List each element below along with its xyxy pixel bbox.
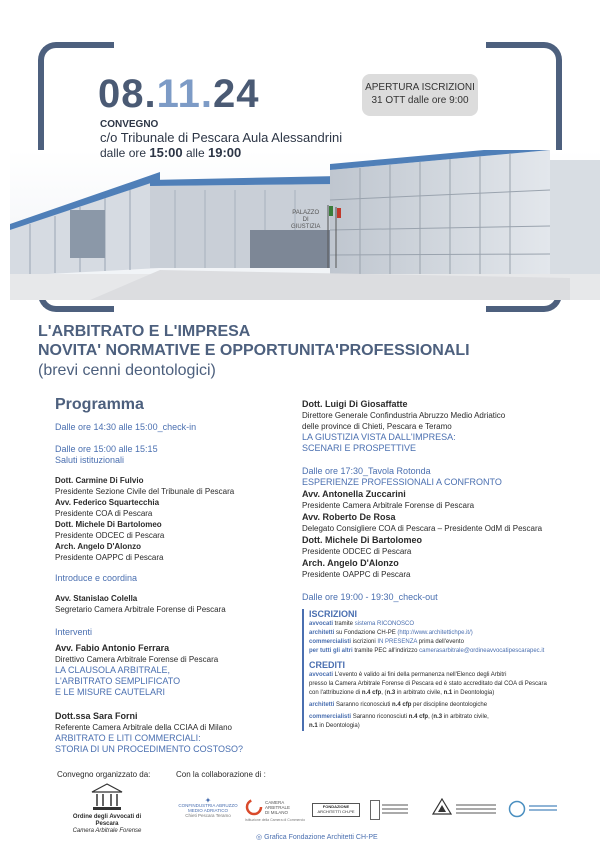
speaker-name: Dott. Luigi Di Giosaffatte bbox=[302, 399, 408, 409]
organizer-subname: Camera Arbitrale Forense bbox=[72, 828, 142, 834]
odcec-logo-icon bbox=[370, 800, 380, 820]
logo-line: FONDAZIONE bbox=[322, 804, 350, 809]
left-column bbox=[55, 422, 295, 755]
building-sign-line: PALAZZO bbox=[292, 210, 320, 216]
logo-line: Chieti Pescara Teramo bbox=[185, 813, 231, 818]
speaker-name: Avv. Roberto De Rosa bbox=[302, 512, 396, 522]
talk-title: STORIA DI UN PROCEDIMENTO COSTOSO? bbox=[55, 744, 244, 754]
building-sign-line: GIUSTIZIA bbox=[291, 224, 321, 230]
logo-line: DI MILANO bbox=[265, 810, 289, 815]
talk-title: ARBITRATO E LITI COMMERCIALI: bbox=[55, 733, 201, 743]
speaker-role: Direttivo Camera Arbitrale Forense di Pescara bbox=[55, 655, 219, 664]
event-hours bbox=[100, 145, 241, 160]
cr-value: n.4 cfp bbox=[392, 702, 412, 708]
iscrizioni-row bbox=[309, 638, 592, 647]
speaker-role: Presidente OAPPC di Pescara bbox=[302, 570, 411, 579]
title-line-2: NOVITA' NORMATIVE E OPPORTUNITA'PROFESSIONALI bbox=[38, 342, 470, 359]
cr-value: n.3 bbox=[433, 714, 443, 720]
speaker-role: delle province di Chieti, Pescara e Teramo bbox=[302, 422, 452, 431]
cam-logo-text bbox=[265, 800, 290, 815]
saluti-time: Dalle ore 15:00 alle 15:15 bbox=[55, 444, 158, 454]
speaker-name: Dott. Michele Di Bartolomeo bbox=[55, 520, 162, 529]
logo-line: ARCHITETTI CH-PE bbox=[317, 809, 355, 814]
speaker-name: Avv. Stanislao Colella bbox=[55, 594, 138, 603]
cr-text: in arbitrato civile, bbox=[395, 690, 444, 696]
iscrizioni-box bbox=[302, 609, 592, 731]
isc-link[interactable]: (http://www.architettichpe.it/) bbox=[397, 630, 473, 636]
title-line-1: L'ARBITRATO E L'IMPRESA bbox=[38, 323, 251, 340]
camera-arbitrale-milano-logo bbox=[245, 798, 305, 822]
crediti-row: presso la Camera Arbitrale Forense di Pescara ed è stato accreditato dal COA di Pescara bbox=[309, 681, 547, 687]
iscrizioni-row bbox=[309, 620, 592, 629]
iscrizioni-row bbox=[309, 647, 592, 656]
eagle-icon: ✦ bbox=[204, 796, 212, 805]
isc-link[interactable]: sistema RICONOSCO bbox=[354, 621, 415, 627]
isc-text: prima dell'evento bbox=[417, 639, 464, 645]
cr-text: Saranno riconosciuti bbox=[351, 714, 409, 720]
speaker-name: Arch. Angelo D'Alonzo bbox=[302, 558, 399, 568]
footer-text: Grafica Fondazione Architetti CH-PE bbox=[264, 834, 378, 841]
logo-line: MEDIO ADRIATICO bbox=[188, 808, 228, 813]
speaker-name: Avv. Antonella Zuccarini bbox=[302, 489, 406, 499]
iscrizioni-title: ISCRIZIONI bbox=[309, 609, 358, 619]
isc-email-link[interactable]: camerasarbitrale@ordineavvocatipescarapec.it bbox=[419, 648, 545, 654]
crediti-row bbox=[309, 671, 592, 680]
isc-target: commercialisti bbox=[309, 639, 352, 645]
cr-text: in arbitrato civile, bbox=[442, 714, 489, 720]
copyright-icon: ◎ bbox=[256, 834, 265, 841]
isc-text: iscrizioni bbox=[351, 639, 378, 645]
logo-line: CONFINDUSTRIA ABRUZZO bbox=[178, 803, 238, 808]
oappc-logo-text bbox=[456, 804, 496, 806]
title-subtitle: (brevi cenni deontologici) bbox=[38, 362, 216, 379]
cr-target: architetti bbox=[309, 702, 335, 708]
cr-value: n.3 bbox=[386, 690, 396, 696]
footer-credit bbox=[256, 833, 378, 841]
building-sign-line: DI bbox=[302, 217, 309, 223]
cr-value: n.4 cfp bbox=[408, 714, 429, 720]
crediti-row bbox=[309, 713, 592, 722]
hours-end: 19:00 bbox=[208, 145, 242, 160]
event-venue: c/o Tribunale di Pescara Aula Alessandrini bbox=[100, 130, 343, 145]
speaker-name: Dott.ssa Sara Forni bbox=[55, 711, 138, 721]
saluti-label: Saluti istituzionali bbox=[55, 455, 125, 465]
speaker-role: Referente Camera Arbitrale della CCIAA di Milano bbox=[55, 723, 232, 732]
tavola-title: ESPERIENZE PROFESSIONALI A CONFRONTO bbox=[302, 477, 502, 487]
crediti-row bbox=[309, 689, 592, 698]
cr-text: , ( bbox=[428, 714, 434, 720]
isc-text: tramite PEC all'indirizzo bbox=[352, 648, 420, 654]
checkin-time: Dalle ore 14:30 alle 15:00_check-in bbox=[55, 422, 197, 432]
cr-text: con l'attribuzione di bbox=[309, 690, 362, 696]
talk-title: E LE MISURE CAUTELARI bbox=[55, 687, 166, 697]
building-sign bbox=[291, 210, 320, 231]
crediti-title: CREDITI bbox=[309, 660, 345, 670]
organizer-name: Ordine degli Avvocati di Pescara bbox=[72, 814, 142, 827]
circle-logo-icon bbox=[508, 800, 526, 818]
checkout-time: Dalle ore 19:00 - 19:30_check-out bbox=[302, 592, 438, 602]
organizer-label: Convegno organizzato da: bbox=[57, 770, 151, 779]
circle-logo-text bbox=[529, 805, 557, 807]
triangle-logo-icon bbox=[432, 798, 452, 816]
hours-label: dalle ore bbox=[100, 146, 147, 160]
confindustria-logo bbox=[176, 798, 240, 818]
cr-text: , ( bbox=[381, 690, 387, 696]
registration-badge bbox=[362, 74, 478, 116]
speaker-role: Presidente ODCEC di Pescara bbox=[302, 547, 412, 556]
speaker-role: Presidente Sezione Civile del Tribunale di Pescara bbox=[55, 487, 235, 496]
hours-start: 15:00 bbox=[149, 145, 183, 160]
badge-line: APERTURA ISCRIZIONI bbox=[365, 82, 475, 93]
programma-heading: Programma bbox=[55, 396, 144, 413]
isc-text: su Fondazione CH-PE bbox=[334, 630, 398, 636]
logo-line: ARBITRALE bbox=[265, 805, 291, 810]
event-date bbox=[98, 72, 260, 117]
right-column bbox=[302, 398, 592, 731]
talk-title: L'ARBITRATO SEMPLIFICATO bbox=[55, 676, 181, 686]
interventi-label: Interventi bbox=[55, 627, 93, 637]
cr-text: Saranno riconosciuti bbox=[334, 702, 393, 708]
speaker-name: Avv. Fabio Antonio Ferrara bbox=[55, 643, 170, 653]
cr-value: n.1 bbox=[443, 690, 453, 696]
logo-line: CAMERA bbox=[265, 800, 285, 805]
speaker-name: Avv. Federico Squartecchia bbox=[55, 498, 160, 507]
crediti-row bbox=[309, 701, 592, 710]
date-year: 24 bbox=[213, 72, 260, 116]
cam-logo-icon bbox=[245, 798, 263, 816]
speaker-role: Segretario Camera Arbitrale Forense di Pescara bbox=[55, 605, 226, 614]
cr-text: per discipline deontologiche bbox=[411, 702, 488, 708]
event-type: CONVEGNO bbox=[100, 119, 159, 130]
date-day: 08. bbox=[98, 72, 157, 116]
courthouse-logo-icon bbox=[90, 782, 124, 812]
speaker-role: Presidente COA di Pescara bbox=[55, 509, 153, 518]
isc-target: avvocati bbox=[309, 621, 334, 627]
hours-label: alle bbox=[185, 146, 205, 160]
iscrizioni-row bbox=[309, 629, 592, 638]
cr-text: L'evento è valido ai fini della permanenza nell'Elenco degli Arbitri bbox=[333, 672, 507, 678]
speaker-name: Dott. Michele Di Bartolomeo bbox=[302, 535, 423, 545]
speaker-role: Presidente OAPPC di Pescara bbox=[55, 553, 164, 562]
talk-title: LA GIUSTIZIA VISTA DALL'IMPRESA: bbox=[302, 432, 456, 442]
date-month: 11. bbox=[156, 72, 214, 116]
speaker-role: Presidente Camera Arbitrale Forense di Pescara bbox=[302, 501, 475, 510]
speaker-role: Delegato Consigliere COA di Pescara – Presidente OdM di Pescara bbox=[302, 524, 543, 533]
speaker-role: Presidente ODCEC di Pescara bbox=[55, 531, 165, 540]
speaker-role: Direttore Generale Confindustria Abruzzo Medio Adriatico bbox=[302, 411, 506, 420]
cr-target: commercialisti bbox=[309, 714, 352, 720]
talk-title: LA CLAUSOLA ARBITRALE, bbox=[55, 665, 171, 675]
cr-text: in Deontologia) bbox=[317, 723, 360, 729]
logo-line: Istituzione della Camera di Commercio bbox=[245, 818, 306, 822]
fondazione-logo bbox=[312, 803, 360, 817]
introduce-label: Introduce e coordina bbox=[55, 573, 138, 583]
organizer-logo-text bbox=[62, 814, 152, 835]
badge-line: 31 OTT dalle ore 9:00 bbox=[371, 95, 469, 106]
cr-value: n.4 cfp bbox=[361, 690, 382, 696]
crediti-row bbox=[309, 722, 592, 731]
isc-emphasis: IN PRESENZA bbox=[377, 639, 418, 645]
speaker-name: Arch. Angelo D'Alonzo bbox=[55, 542, 142, 551]
tavola-time: Dalle ore 17:30_Tavola Rotonda bbox=[302, 466, 431, 476]
cr-value: n.1 bbox=[309, 723, 318, 729]
cr-target: avvocati bbox=[309, 672, 334, 678]
isc-target: architetti bbox=[309, 630, 335, 636]
collaboration-label: Con la collaborazione di : bbox=[176, 770, 266, 779]
isc-target: per tutti gli altri bbox=[309, 648, 353, 654]
speaker-name: Dott. Carmine Di Fulvio bbox=[55, 476, 144, 485]
talk-title: SCENARI E PROSPETTIVE bbox=[302, 443, 417, 453]
odcec-logo-text bbox=[382, 804, 408, 806]
cr-text: in Deontologia) bbox=[452, 690, 495, 696]
isc-text: tramite bbox=[333, 621, 355, 627]
